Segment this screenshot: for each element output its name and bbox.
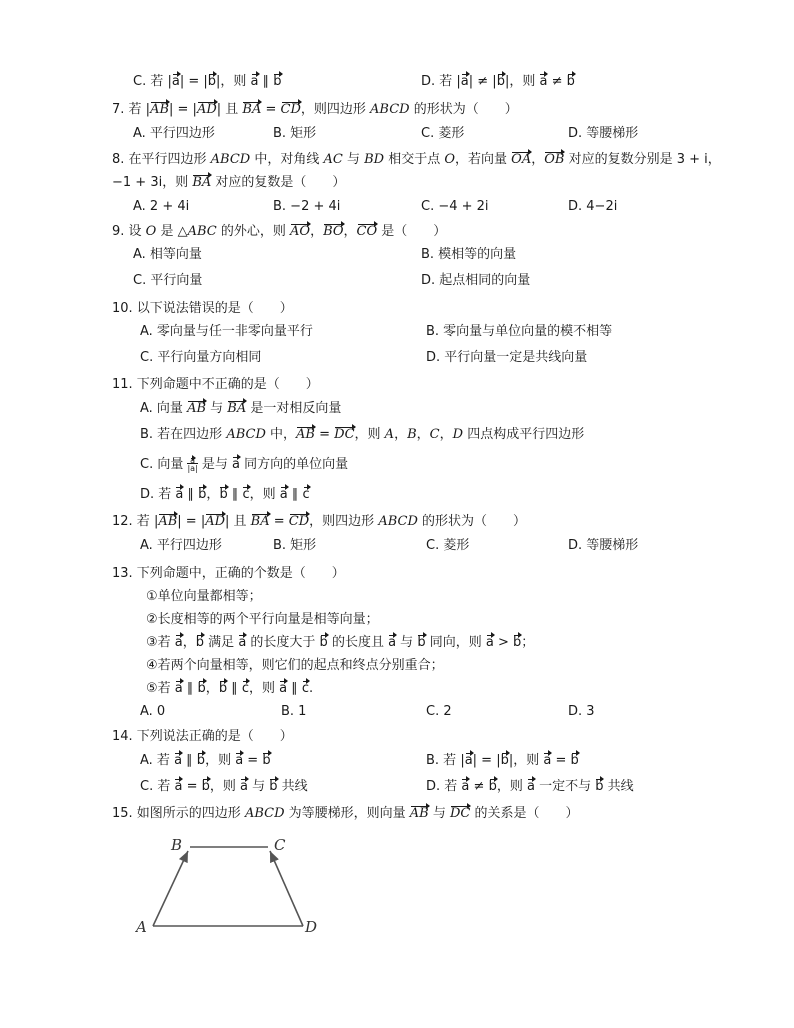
- q13-stem: 13. 下列命题中，正确的个数是（ ）: [112, 566, 345, 581]
- q8-option-b: B. −2 + 4i: [273, 199, 341, 214]
- q13-option-d: D. 3: [568, 704, 595, 719]
- q7-option-c: C. 菱形: [421, 126, 465, 141]
- q7-option-a: A. 平行四边形: [133, 126, 215, 141]
- q12-option-a: A. 平行四边形: [140, 538, 222, 553]
- trapezoid-figure: [135, 828, 325, 938]
- q12-option-c: C. 菱形: [426, 538, 470, 553]
- label-c: C: [274, 836, 286, 854]
- q7-stem: 7. 若 |AB| = |AD| 且 BA = CD，则四边形 ABCD 的形状为（ ）: [112, 102, 518, 117]
- q10-option-c: C. 平行向量方向相同: [140, 350, 262, 365]
- q13-item-4: ④若两个向量相等，则它们的起点和终点分别重合；: [146, 658, 444, 673]
- label-b: B: [171, 836, 183, 854]
- q13-item-1: ①单位向量都相等；: [146, 589, 262, 604]
- q13-item-2: ②长度相等的两个平行向量是相等向量；: [146, 612, 379, 627]
- q9-stem: 9. 设 O 是 △ABC 的外心，则 AO，BO，CO 是（ ）: [112, 224, 447, 239]
- q10-option-d: D. 平行向量一定是共线向量: [426, 350, 588, 365]
- q7-option-d: D. 等腰梯形: [568, 126, 639, 141]
- q13-item-5: ⑤若 a ∥ b，b ∥ c，则 a ∥ c.: [146, 681, 314, 696]
- label-d: D: [305, 918, 318, 936]
- q14-option-d: D. 若 a ≠ b，则 a 一定不与 b 共线: [426, 779, 634, 794]
- q11-option-a: A. 向量 AB 与 BA 是一对相反向量: [140, 401, 342, 416]
- q11-option-b: B. 若在四边形 ABCD 中，AB = DC，则 A，B，C，D 四点构成平行四边形: [140, 427, 585, 442]
- q14-option-a: A. 若 a ∥ b，则 a = b: [140, 753, 271, 768]
- q10-option-a: A. 零向量与任一非零向量平行: [140, 324, 313, 339]
- q12-option-d: D. 等腰梯形: [568, 538, 639, 553]
- q8-stem-line1: 8. 在平行四边形 ABCD 中，对角线 AC 与 BD 相交于点 O，若向量 OA，OB 对应的复数分别是 3 + i，: [112, 152, 721, 167]
- q8-option-a: A. 2 + 4i: [133, 199, 190, 214]
- q6-option-c: C. 若 |a| = |b|，则 a ∥ b: [133, 74, 282, 89]
- q9-option-d: D. 起点相同的向量: [421, 273, 531, 288]
- q9-option-a: A. 相等向量: [133, 247, 202, 262]
- vector-dc-arrow: [270, 851, 303, 926]
- q10-option-b: B. 零向量与单位向量的模不相等: [426, 324, 613, 339]
- q9-option-b: B. 模相等的向量: [421, 247, 517, 262]
- q13-option-a: A. 0: [140, 704, 166, 719]
- q15-stem: 15. 如图所示的四边形 ABCD 为等腰梯形，则向量 AB 与 DC 的关系是（ ）: [112, 806, 579, 821]
- q14-option-b: B. 若 |a| = |b|，则 a = b: [426, 753, 579, 768]
- q11-option-c: C. 向量 $\frac{a}{|a|}$ 是与 a 同方向的单位向量: [140, 455, 349, 473]
- q10-stem: 10. 以下说法错误的是（ ）: [112, 301, 293, 316]
- q9-option-c: C. 平行向量: [133, 273, 203, 288]
- q11-option-d: D. 若 a ∥ b，b ∥ c，则 a ∥ c: [140, 487, 310, 502]
- q13-option-b: B. 1: [281, 704, 307, 719]
- q8-option-d: D. 4−2i: [568, 199, 618, 214]
- q8-option-c: C. −4 + 2i: [421, 199, 489, 214]
- q8-stem-line2: −1 + 3i，则 BA 对应的复数是（ ）: [112, 175, 346, 190]
- q12-option-b: B. 矩形: [273, 538, 317, 553]
- label-a: A: [136, 918, 147, 936]
- vector-ab-arrow: [153, 851, 188, 926]
- q7-option-b: B. 矩形: [273, 126, 317, 141]
- q6-option-d: D. 若 |a| ≠ |b|，则 a ≠ b: [421, 74, 575, 89]
- q13-option-c: C. 2: [426, 704, 452, 719]
- q14-option-c: C. 若 a = b，则 a 与 b 共线: [140, 779, 308, 794]
- q13-item-3: ③若 a，b 满足 a 的长度大于 b 的长度且 a 与 b 同向，则 a > b；: [146, 635, 535, 650]
- q14-stem: 14. 下列说法正确的是（ ）: [112, 729, 293, 744]
- q12-stem: 12. 若 |AB| = |AD| 且 BA = CD，则四边形 ABCD 的形状为（ ）: [112, 514, 527, 529]
- q11-stem: 11. 下列命题中不正确的是（ ）: [112, 377, 319, 392]
